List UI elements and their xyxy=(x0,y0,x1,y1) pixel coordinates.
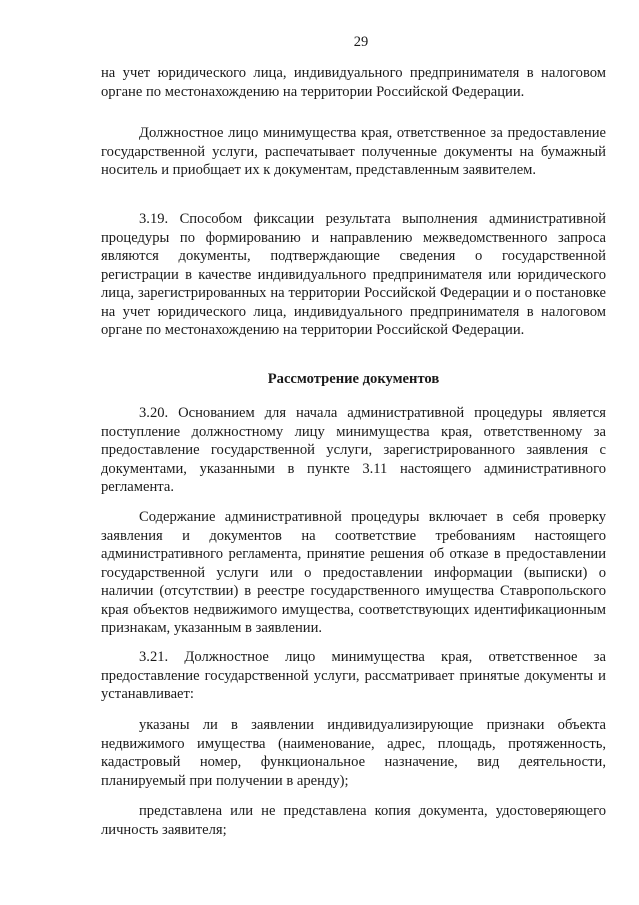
list-item-object-attributes: указаны ли в заявлении индивидуализирующие признаки объекта недвижимого имущества (наименование, адрес, площадь, протяженность, кадастровый номер, функциональное назначение, вид деятельности, планируемый при получении в аренду); xyxy=(101,717,606,789)
paragraph-3-21: 3.21. Должностное лицо минимущества края, ответственное за предоставление государственной услуги, рассматривает принятые документы и устанавливает: xyxy=(101,649,606,702)
paragraph-procedure-content: Содержание административной процедуры включает в себя проверку заявления и документов на соответствие требованиям настоящего административного регламента, принятие решения об отказе в предоставлении государственной услуги или о предоставлении информации (выписки) о наличии (отсутствии) в реестре государственного имущества Ставропольского края объектов недвижимого имущества, соответствующих идентификационным признакам, указанным в заявлении. xyxy=(101,509,606,636)
paragraph-continuation: на учет юридического лица, индивидуального предпринимателя в налоговом органе по местонахождению на территории Российской Федерации. xyxy=(101,65,606,100)
section-heading: Рассмотрение документов xyxy=(267,371,440,387)
page-number: 29 xyxy=(353,34,369,50)
paragraph-3-20: 3.20. Основанием для начала административной процедуры является поступление должностному лицу минимущества края, ответственному за предоставление государственной услуги, зарегистрированного заявления с документами, указанными в пункте 3.11 настоящего административного регламента. xyxy=(101,405,606,495)
paragraph-official-prints-documents: Должностное лицо минимущества края, ответственное за предоставление государственной услуги, распечатывает полученные документы на бумажный носитель и приобщает их к документам, представленным заявителем. xyxy=(101,125,606,178)
list-item-identity-document: представлена или не представлена копия документа, удостоверяющего личность заявителя; xyxy=(101,803,606,838)
paragraph-3-19: 3.19. Способом фиксации результата выполнения административной процедуры по формированию и направлению межведомственного запроса являются документы, подтверждающие сведения о государственной регистрации в качестве индивидуального предпринимателя или юридического лица, зарегистрированных на территории Российской Федерации и о постановке на учет юридического лица, индивидуального предпринимателя в налоговом органе по местонахождению на территории Российской Федерации. xyxy=(101,211,606,338)
